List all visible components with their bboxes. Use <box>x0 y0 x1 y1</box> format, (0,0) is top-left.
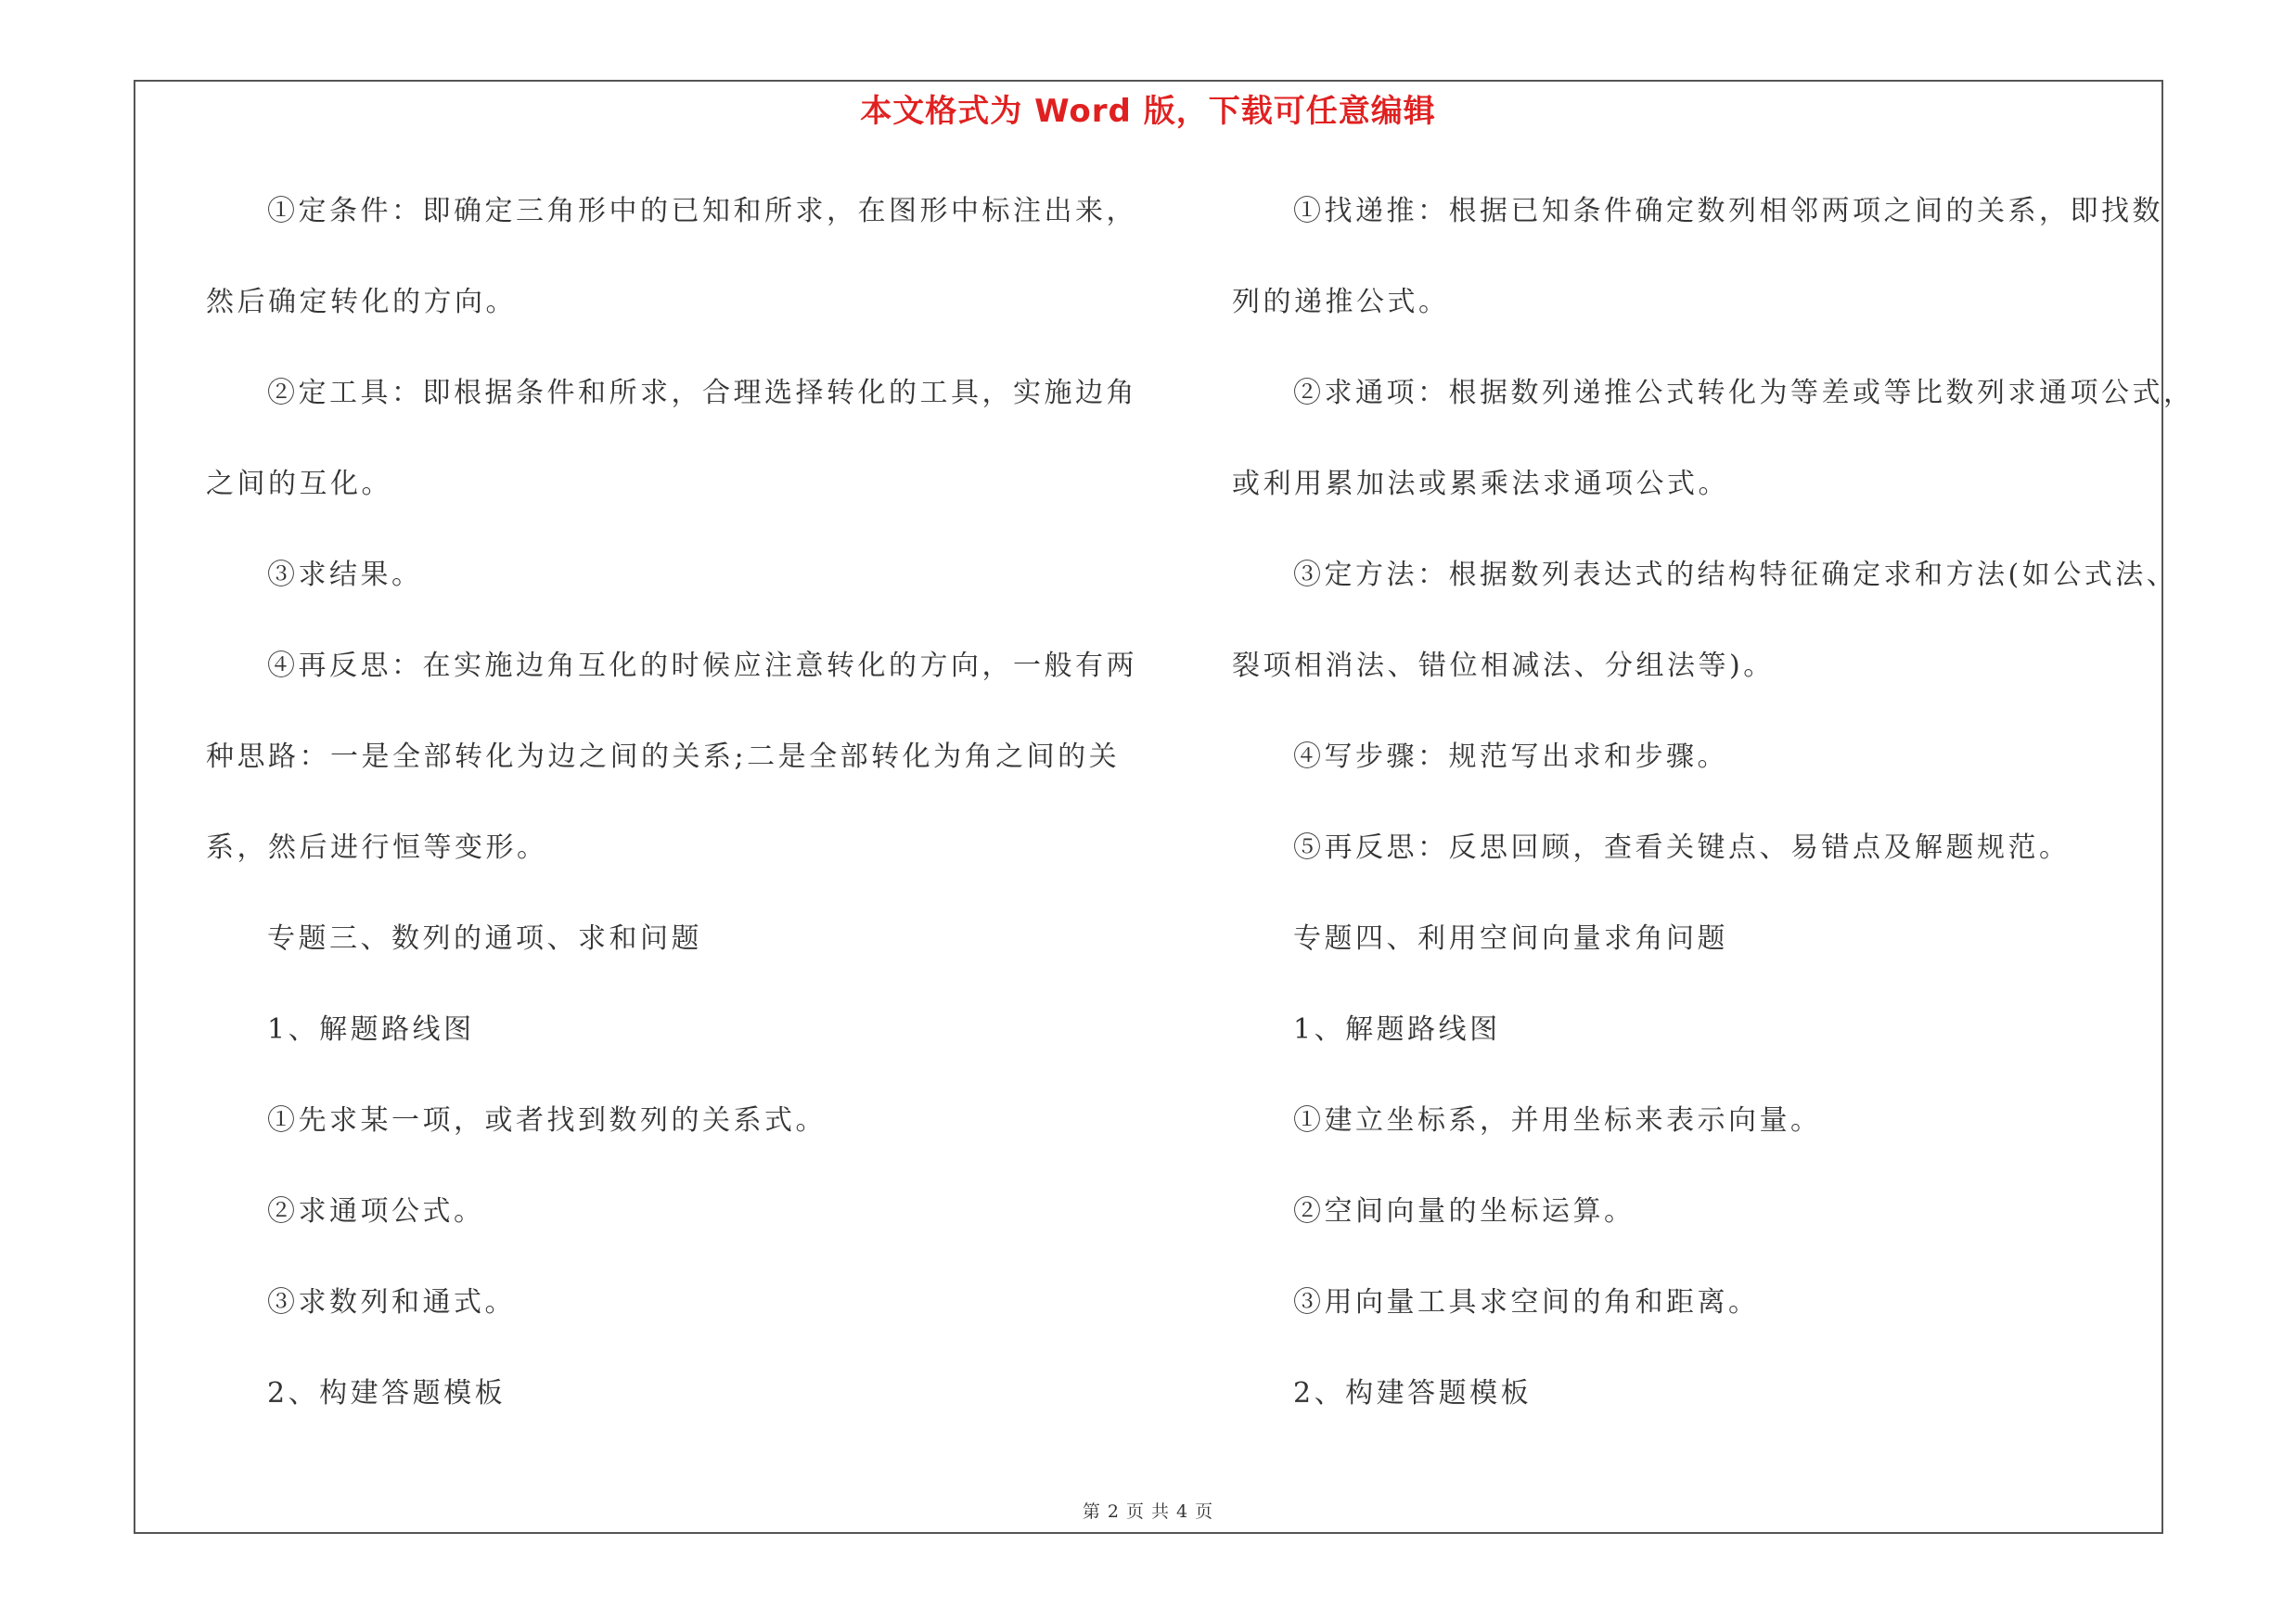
paragraph-line: 裂项相消法、错位相减法、分组法等)。 <box>1232 650 1775 682</box>
paragraph-line: ⑤再反思：反思回顾，查看关键点、易错点及解题规范。 <box>1293 831 2071 864</box>
paragraph-line: ③求数列和通式。 <box>267 1286 516 1319</box>
paragraph-line: ④再反思：在实施边角互化的时候应注意转化的方向，一般有两 <box>267 650 1137 682</box>
subheading: 1、解题路线图 <box>1293 1013 1501 1046</box>
paragraph-line: ②求通项公式。 <box>267 1195 485 1228</box>
paragraph-line: ②定工具：即根据条件和所求，合理选择转化的工具，实施边角 <box>267 377 1137 409</box>
paragraph-line: ③求结果。 <box>267 559 423 591</box>
paragraph-line: 然后确定转化的方向。 <box>206 286 517 318</box>
paragraph-line: ②求通项：根据数列递推公式转化为等差或等比数列求通项公式， <box>1293 377 2195 409</box>
paragraph-line: ①找递推：根据已知条件确定数列相邻两项之间的关系，即找数 <box>1293 195 2163 227</box>
paragraph-line: ④写步骤：规范写出求和步骤。 <box>1293 741 1728 773</box>
paragraph-line: 列的递推公式。 <box>1232 286 1450 318</box>
paragraph-line: 之间的互化。 <box>206 468 392 500</box>
page-footer: 第 2 页 共 4 页 <box>1082 1501 1214 1522</box>
paragraph-line: 或利用累加法或累乘法求通项公式。 <box>1232 468 1729 500</box>
header-banner: 本文格式为 Word 版，下载可任意编辑 <box>860 93 1436 130</box>
subheading: 2、构建答题模板 <box>1293 1377 1533 1410</box>
section-heading: 专题三、数列的通项、求和问题 <box>267 922 702 955</box>
paragraph-line: 种思路：一是全部转化为边之间的关系;二是全部转化为角之间的关 <box>206 741 1121 773</box>
paragraph-line: 系，然后进行恒等变形。 <box>206 831 548 864</box>
paragraph-line: ②空间向量的坐标运算。 <box>1293 1195 1635 1228</box>
paragraph-line: ①先求某一项，或者找到数列的关系式。 <box>267 1104 827 1137</box>
paragraph-line: ①定条件：即确定三角形中的已知和所求，在图形中标注出来， <box>267 195 1137 227</box>
paragraph-line: ③用向量工具求空间的角和距离。 <box>1293 1286 1760 1319</box>
paragraph-line: ③定方法：根据数列表达式的结构特征确定求和方法(如公式法、 <box>1293 559 2178 591</box>
paragraph-line: ①建立坐标系，并用坐标来表示向量。 <box>1293 1104 1822 1137</box>
section-heading: 专题四、利用空间向量求角问题 <box>1293 922 1728 955</box>
subheading: 2、构建答题模板 <box>267 1377 507 1410</box>
subheading: 1、解题路线图 <box>267 1013 475 1046</box>
